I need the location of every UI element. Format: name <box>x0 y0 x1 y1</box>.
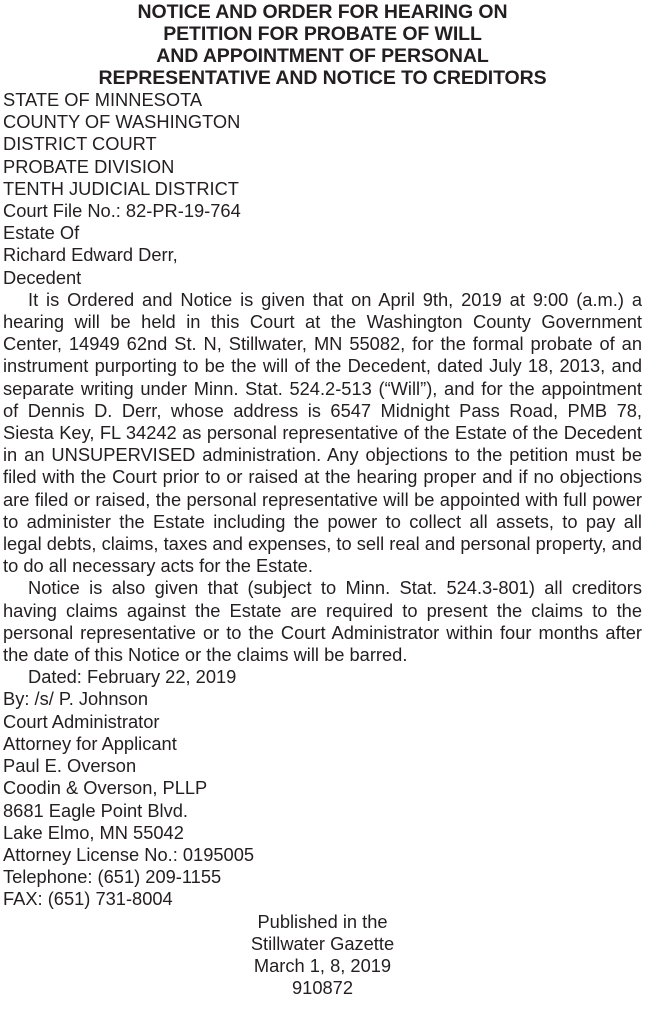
title-line: NOTICE AND ORDER FOR HEARING ON <box>137 1 508 23</box>
attorney-city: Lake Elmo, MN 55042 <box>3 821 184 843</box>
notice-title <box>3 0 642 89</box>
signer-role: Court Administrator <box>3 710 160 732</box>
attorney-name: Paul E. Overson <box>3 755 137 777</box>
attorney-telephone: Telephone: (651) 209-1155 <box>3 866 222 888</box>
signed-by: By: /s/ P. Johnson <box>3 688 148 710</box>
caption-state: STATE OF MINNESOTA <box>3 89 203 110</box>
court-file-number: Court File No.: 82-PR-19-764 <box>3 200 241 222</box>
published-in-line: Published in the <box>257 910 388 932</box>
decedent-name: Richard Edward Derr, <box>3 244 178 266</box>
order-paragraph: It is Ordered and Notice is given that on April 9th, 2019 at 9:00 (a.m.) a hearing will be held in this Court at the Washington County Government Center, 14949 62nd St. N, Stillwater, MN 55082, for the formal probate of an instrument purporting to be the will of the Decedent, dated July 18, 2013, and separate writing under Minn. Stat. 524.2-513 (“Will”), and for the appointment of Dennis D. Derr, whose address is 6547 Midnight Pass Road, PMB 78, Siesta Key, FL 34242 as personal representative of the Estate of the Decedent in an UNSUPERVISED administration. Any objections to the petition must be filed with the Court prior to or raised at the hearing proper and if no objections are filed or raised, the personal representative will be appointed with full power to administer the Estate including the power to collect all assets, to pay all legal debts, claims, taxes and expenses, to sell real and personal property, and to do all necessary acts for the Estate. <box>3 288 642 577</box>
case-caption <box>3 89 642 289</box>
publication-id: 910872 <box>291 977 353 999</box>
attorney-street: 8681 Eagle Point Blvd. <box>3 799 188 821</box>
attorney-heading: Attorney for Applicant <box>3 732 177 754</box>
attorney-block <box>3 733 642 911</box>
attorney-fax: FAX: (651) 731-8004 <box>3 888 173 910</box>
attorney-firm: Coodin & Overson, PLLP <box>3 777 208 799</box>
title-line: REPRESENTATIVE AND NOTICE TO CREDITORS <box>98 67 547 89</box>
publication-dates: March 1, 8, 2019 <box>253 954 392 976</box>
caption-county: COUNTY OF WASHINGTON <box>3 111 241 133</box>
publication-block <box>3 911 642 1000</box>
attorney-license: Attorney License No.: 0195005 <box>3 843 255 865</box>
title-line: PETITION FOR PROBATE OF WILL <box>163 23 482 45</box>
creditors-paragraph: Notice is also given that (subject to Minn. Stat. 524.3-801) all creditors having claims against the Estate are required to present the claims to the personal representative or to the Court Administrator within four months after the date of this Notice or the claims will be barred. <box>3 577 642 666</box>
caption-district: TENTH JUDICIAL DISTRICT <box>3 177 239 199</box>
signature-block <box>3 666 642 733</box>
title-line: AND APPOINTMENT OF PERSONAL <box>156 45 489 67</box>
notice-body <box>3 89 642 999</box>
newspaper-name: Stillwater Gazette <box>250 932 395 954</box>
estate-of-label: Estate Of <box>3 222 80 244</box>
dated-line: Dated: February 22, 2019 <box>28 666 237 688</box>
caption-division: PROBATE DIVISION <box>3 155 175 177</box>
decedent-label: Decedent <box>3 266 82 288</box>
caption-court: DISTRICT COURT <box>3 133 157 155</box>
